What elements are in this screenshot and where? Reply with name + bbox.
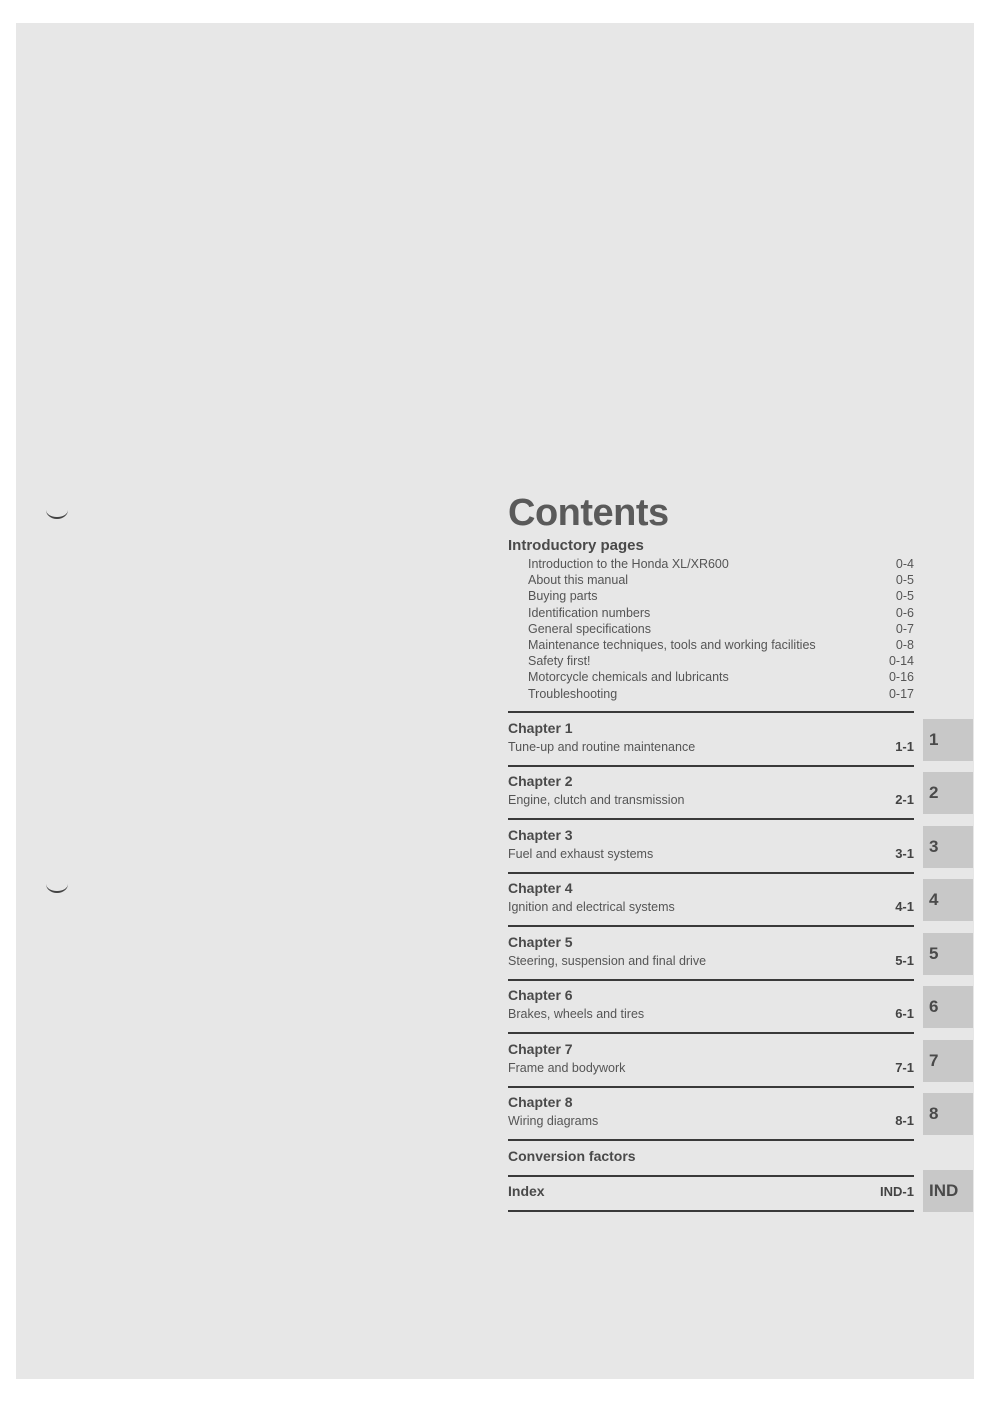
intro-item-label: Buying parts — [528, 589, 598, 604]
conversion-factors-entry[interactable] — [508, 1148, 914, 1164]
chapter-desc: Frame and bodywork — [508, 1061, 626, 1075]
intro-item-page: 0-16 — [888, 670, 914, 685]
thumb-tab-7[interactable]: 7 — [923, 1040, 973, 1082]
divider — [508, 1175, 914, 1177]
chapter-title: Chapter 2 — [508, 773, 573, 789]
thumb-tab-2[interactable]: 2 — [923, 772, 973, 814]
chapter-desc: Brakes, wheels and tires — [508, 1007, 645, 1021]
index-entry[interactable] — [508, 1183, 914, 1199]
intro-item-page: 0-4 — [895, 557, 914, 571]
divider — [508, 711, 914, 713]
intro-item-label: About this manual — [528, 573, 629, 588]
chapter-page: 1-1 — [895, 739, 914, 754]
intro-item[interactable] — [528, 621, 914, 637]
chapter-desc: Tune-up and routine maintenance — [508, 740, 696, 754]
intro-item-page: 0-7 — [895, 621, 914, 636]
intro-item[interactable] — [528, 605, 914, 621]
chapter-entry-1[interactable] — [508, 720, 914, 754]
chapter-page: 5-1 — [895, 953, 914, 968]
chapter-desc: Ignition and electrical systems — [508, 900, 675, 914]
thumb-tab-1[interactable]: 1 — [923, 719, 973, 761]
chapter-page: 8-1 — [895, 1113, 914, 1128]
intro-item[interactable] — [528, 556, 914, 572]
divider — [508, 979, 914, 981]
divider — [508, 765, 914, 767]
intro-item[interactable] — [528, 653, 914, 669]
punch-hole-mark-top — [46, 501, 68, 519]
chapter-entry-5[interactable] — [508, 934, 914, 968]
chapter-title: Chapter 8 — [508, 1094, 573, 1110]
intro-heading: Introductory pages — [508, 537, 644, 554]
intro-item[interactable] — [528, 686, 914, 702]
divider — [508, 1139, 914, 1141]
thumb-tab-8[interactable]: 8 — [923, 1093, 973, 1135]
chapter-title: Chapter 6 — [508, 987, 573, 1003]
intro-item-label: Troubleshooting — [528, 686, 618, 701]
chapter-desc: Steering, suspension and final drive — [508, 954, 707, 968]
chapter-title: Chapter 5 — [508, 934, 573, 950]
chapter-page: 7-1 — [895, 1060, 914, 1075]
chapter-title: Chapter 4 — [508, 880, 573, 896]
intro-item-page: 0-17 — [888, 686, 914, 701]
chapter-desc: Fuel and exhaust systems — [508, 847, 654, 861]
punch-hole-mark-bottom — [46, 875, 68, 893]
intro-item[interactable] — [528, 637, 914, 653]
intro-item-page: 0-14 — [888, 654, 914, 669]
conversion-factors-title: Conversion factors — [508, 1148, 636, 1164]
divider — [508, 1032, 914, 1034]
intro-item[interactable] — [528, 572, 914, 588]
divider — [508, 925, 914, 927]
chapter-title: Chapter 3 — [508, 827, 573, 843]
divider — [508, 872, 914, 874]
chapter-page: 2-1 — [895, 792, 914, 807]
chapter-desc: Engine, clutch and transmission — [508, 793, 685, 807]
intro-item-label: Motorcycle chemicals and lubricants — [528, 670, 729, 685]
thumb-tab-3[interactable]: 3 — [923, 826, 973, 868]
divider — [508, 1210, 914, 1212]
intro-item[interactable] — [528, 588, 914, 604]
index-page: IND-1 — [880, 1184, 914, 1199]
chapter-entry-3[interactable] — [508, 827, 914, 861]
intro-item-page: 0-8 — [895, 637, 914, 652]
chapter-entry-7[interactable] — [508, 1041, 914, 1075]
divider — [508, 818, 914, 820]
chapter-entry-6[interactable] — [508, 987, 914, 1021]
chapter-title: Chapter 7 — [508, 1041, 573, 1057]
chapter-entry-8[interactable] — [508, 1094, 914, 1128]
thumb-tab-index[interactable]: IND — [923, 1170, 973, 1212]
intro-item-page: 0-6 — [895, 605, 914, 620]
chapter-entry-2[interactable] — [508, 773, 914, 807]
intro-item-label: Safety first! — [528, 654, 591, 669]
intro-item-page: 0-5 — [895, 589, 914, 604]
chapter-entry-4[interactable] — [508, 880, 914, 914]
divider — [508, 1086, 914, 1088]
chapter-page: 6-1 — [895, 1006, 914, 1021]
intro-item-label: General specifications — [528, 621, 651, 636]
intro-list — [528, 556, 914, 702]
thumb-tab-4[interactable]: 4 — [923, 879, 973, 921]
intro-item-label: Identification numbers — [528, 605, 651, 620]
page-title: Contents — [508, 492, 669, 534]
thumb-tab-6[interactable]: 6 — [923, 986, 973, 1028]
chapter-desc: Wiring diagrams — [508, 1114, 599, 1128]
chapter-page: 4-1 — [895, 899, 914, 914]
chapter-page: 3-1 — [895, 846, 914, 861]
intro-item[interactable] — [528, 669, 914, 685]
intro-item-label: Introduction to the Honda XL/XR600 — [528, 557, 729, 571]
thumb-tab-5[interactable]: 5 — [923, 933, 973, 975]
intro-item-page: 0-5 — [895, 573, 914, 588]
intro-item-label: Maintenance techniques, tools and working facilities — [528, 637, 816, 652]
index-title: Index — [508, 1183, 545, 1199]
chapter-title: Chapter 1 — [508, 720, 573, 736]
